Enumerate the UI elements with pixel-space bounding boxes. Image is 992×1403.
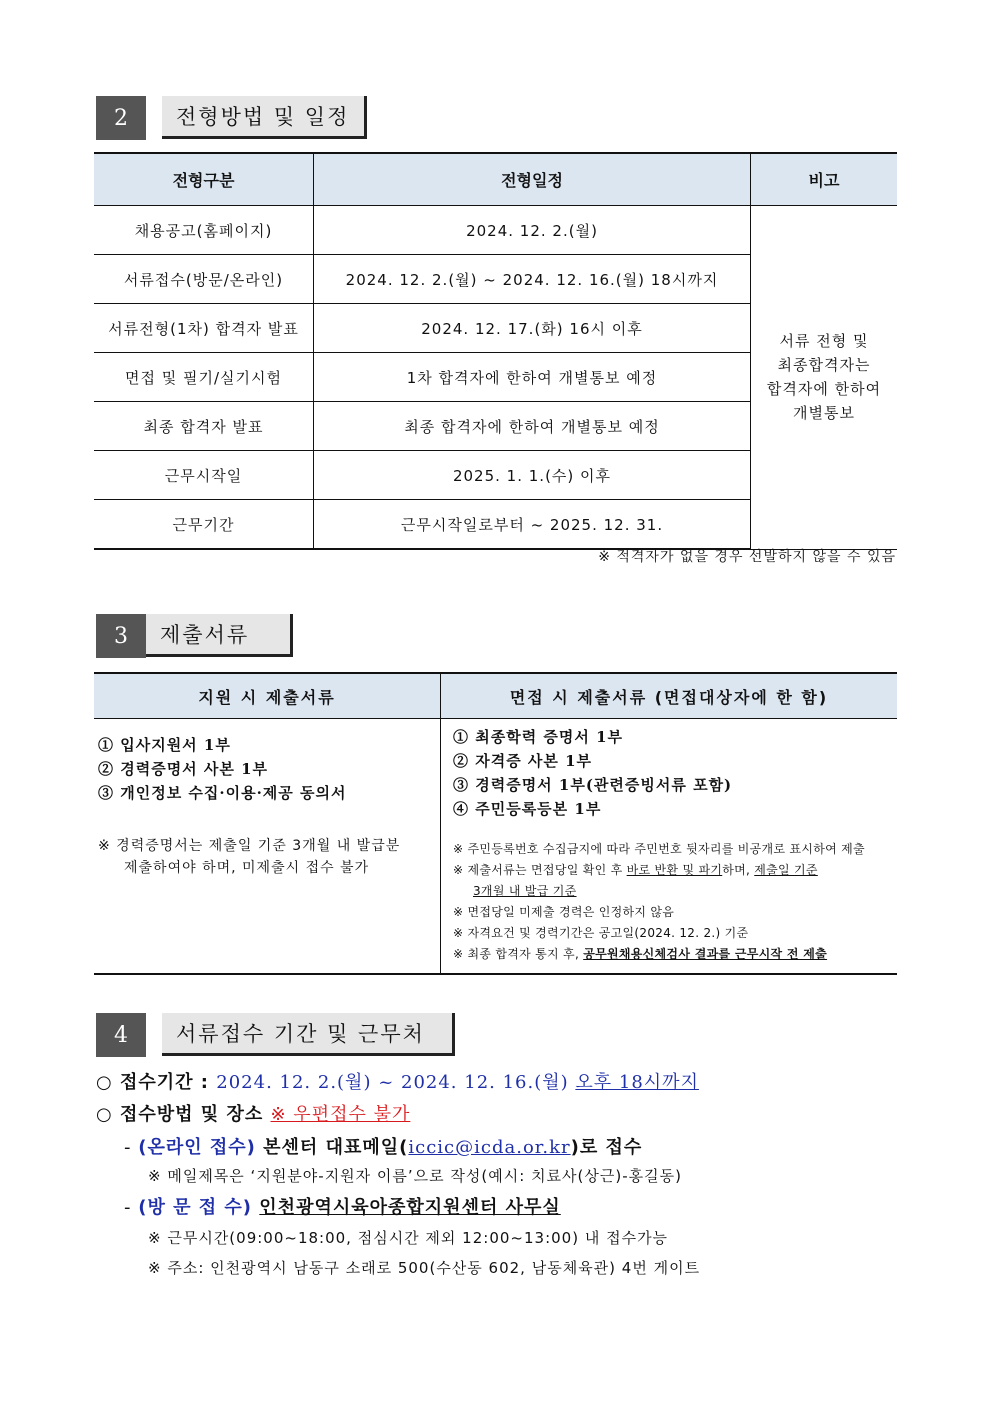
visit-line bbox=[124, 1193, 561, 1219]
remark-cell bbox=[751, 206, 898, 550]
column-header: 면접 시 제출서류 (면접대상자에 한 함) bbox=[441, 673, 898, 719]
schedule-cell: 2024. 12. 17.(화) 16시 이후 bbox=[314, 304, 751, 353]
apply-docs-list bbox=[98, 733, 436, 805]
method-line bbox=[96, 1100, 410, 1126]
stage-cell: 근무기간 bbox=[94, 500, 314, 550]
visit-address: ※ 주소: 인천광역시 남동구 소래로 500(수산동 602, 남동체육관) 4번 게이트 bbox=[148, 1259, 701, 1277]
dash: - bbox=[124, 1197, 139, 1218]
apply-note: ※ 경력증명서는 제출일 기준 3개월 내 발급분 bbox=[98, 838, 401, 854]
table-row bbox=[94, 719, 897, 975]
documents-table bbox=[94, 672, 897, 975]
online-note: ※ 메일제목은 ‘지원분야-지원자 이름’으로 작성(예시: 치료사(상근)-홍길동) bbox=[148, 1167, 682, 1185]
visit-label: (방 문 접 수) bbox=[138, 1197, 260, 1218]
period-label: ○ 접수기간 : bbox=[96, 1072, 217, 1093]
note-line bbox=[453, 860, 893, 881]
remark-line: 서류 전형 및 bbox=[779, 332, 869, 351]
stage-cell: 최종 합격자 발표 bbox=[94, 402, 314, 451]
visit-place: 인천광역시육아종합지원센터 사무실 bbox=[259, 1197, 561, 1218]
schedule-cell: 2024. 12. 2.(월) ~ 2024. 12. 16.(월) 18시까지 bbox=[314, 255, 751, 304]
section-title: 전형방법 및 일정 bbox=[162, 96, 367, 139]
column-header: 전형구분 bbox=[94, 153, 314, 206]
list-item: ④ 주민등록등본 1부 bbox=[453, 800, 602, 818]
online-text: )로 접수 bbox=[570, 1137, 643, 1158]
note-text: ※ 최종 합격자 통지 후, bbox=[453, 947, 584, 961]
section-title: 제출서류 bbox=[146, 614, 293, 657]
note-emphasis: 바로 반환 및 파기 bbox=[626, 863, 723, 877]
note-line: ※ 면접당일 미제출 경력은 인정하지 않음 bbox=[453, 905, 675, 919]
note-line bbox=[453, 944, 893, 965]
list-item: ① 최종학력 증명서 1부 bbox=[453, 728, 624, 746]
note-line: ※ 자격요건 및 경력기간은 공고일(2024. 12. 2.) 기준 bbox=[453, 926, 749, 940]
stage-cell: 서류접수(방문/온라인) bbox=[94, 255, 314, 304]
apply-note: 제출하여야 하며, 미제출시 접수 불가 bbox=[124, 860, 370, 876]
interview-docs-cell bbox=[441, 719, 898, 975]
period-value: 2024. 12. 2.(월) ~ 2024. 12. 16.(월) bbox=[216, 1072, 576, 1093]
schedule-cell: 2025. 1. 1.(수) 이후 bbox=[314, 451, 751, 500]
column-header: 비고 bbox=[751, 153, 898, 206]
schedule-cell: 최종 합격자에 한하여 개별통보 예정 bbox=[314, 402, 751, 451]
table-row bbox=[94, 206, 897, 255]
list-item: ③ 경력증명서 1부(관련증빙서류 포함) bbox=[453, 776, 733, 794]
section-title: 서류접수 기간 및 근무처 bbox=[162, 1013, 455, 1056]
table-header-row bbox=[94, 153, 897, 206]
method-warning: ※ 우편접수 불가 bbox=[270, 1104, 411, 1125]
note-line: ※ 주민등록번호 수집금지에 따라 주민번호 뒷자리를 비공개로 표시하여 제출 bbox=[453, 842, 865, 856]
list-item: ① 입사지원서 1부 bbox=[98, 736, 231, 754]
stage-cell: 면접 및 필기/실기시험 bbox=[94, 353, 314, 402]
schedule-cell: 1차 합격자에 한하여 개별통보 예정 bbox=[314, 353, 751, 402]
list-item: ② 자격증 사본 1부 bbox=[453, 752, 593, 770]
apply-docs-cell bbox=[94, 719, 441, 975]
method-label: ○ 접수방법 및 장소 bbox=[96, 1104, 271, 1125]
remark-line: 합격자에 한하여 bbox=[766, 380, 882, 399]
online-line bbox=[124, 1133, 642, 1159]
section-number: 2 bbox=[96, 96, 146, 140]
period-line bbox=[96, 1068, 699, 1094]
note-emphasis: 공무원채용신체검사 결과를 근무시작 전 제출 bbox=[583, 947, 828, 961]
table-header-row bbox=[94, 673, 897, 719]
stage-cell: 채용공고(홈페이지) bbox=[94, 206, 314, 255]
schedule-footnote: ※ 적격자가 없을 경우 선발하지 않을 수 있음 bbox=[598, 549, 896, 565]
column-header: 전형일정 bbox=[314, 153, 751, 206]
list-item: ② 경력증명서 사본 1부 bbox=[98, 760, 269, 778]
note-text: ※ 제출서류는 면접당일 확인 후 bbox=[453, 863, 627, 877]
note-emphasis: 제출일 기준 bbox=[754, 863, 818, 877]
visit-note: ※ 근무시간(09:00~18:00, 점심시간 제외 12:00~13:00) 내 접수가능 bbox=[148, 1229, 669, 1247]
interview-docs-list bbox=[453, 725, 893, 821]
stage-cell: 서류전형(1차) 합격자 발표 bbox=[94, 304, 314, 353]
note-emphasis: 3개월 내 발급 기준 bbox=[473, 884, 577, 898]
interview-notes bbox=[453, 839, 893, 965]
period-time: 오후 18시까지 bbox=[575, 1072, 699, 1093]
online-text: 본센터 대표메일( bbox=[263, 1137, 409, 1158]
note-text: 하며, bbox=[722, 863, 755, 877]
list-item: ③ 개인정보 수집·이용·제공 동의서 bbox=[98, 784, 347, 802]
remark-line: 최종합격자는 bbox=[777, 356, 871, 375]
note-line bbox=[453, 881, 893, 902]
dash: - bbox=[124, 1137, 139, 1158]
schedule-cell: 2024. 12. 2.(월) bbox=[314, 206, 751, 255]
stage-cell: 근무시작일 bbox=[94, 451, 314, 500]
remark-line: 개별통보 bbox=[793, 404, 855, 423]
email-link[interactable]: iccic@icda.or.kr bbox=[408, 1137, 571, 1158]
column-header: 지원 시 제출서류 bbox=[94, 673, 441, 719]
schedule-table bbox=[94, 152, 897, 550]
section-number: 3 bbox=[96, 614, 146, 658]
section-number: 4 bbox=[96, 1013, 146, 1057]
schedule-cell: 근무시작일로부터 ~ 2025. 12. 31. bbox=[314, 500, 751, 550]
online-label: (온라인 접수) bbox=[138, 1137, 264, 1158]
